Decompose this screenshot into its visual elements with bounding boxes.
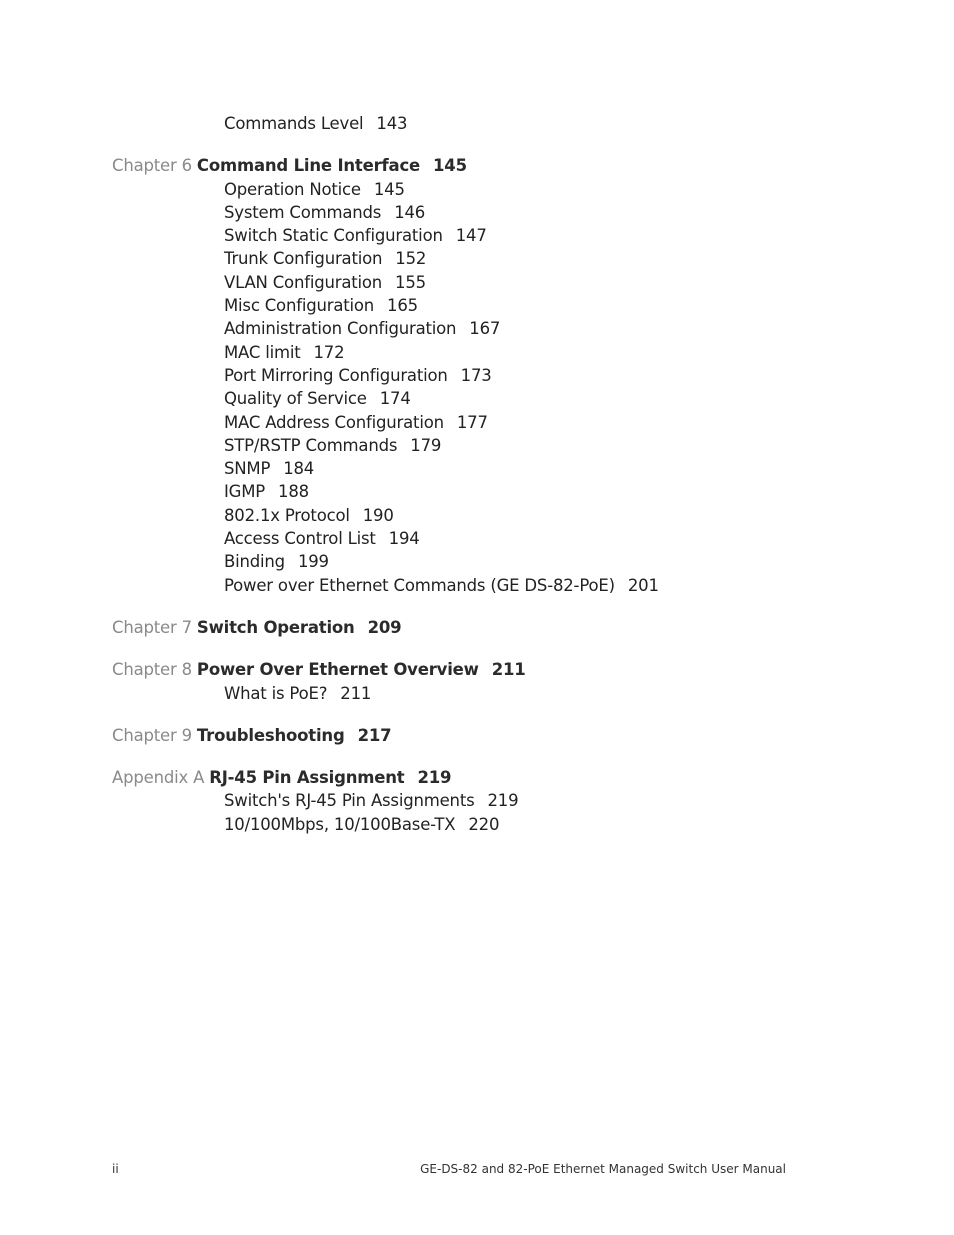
toc-section-entry[interactable] — [112, 341, 892, 364]
toc-entry-title: MAC Address Configuration — [224, 412, 444, 432]
toc-chapter-label: Chapter 8 — [112, 660, 192, 680]
toc-entry-title: Power Over Ethernet Overview — [196, 660, 479, 680]
toc-entry-page-number: 172 — [313, 342, 345, 362]
toc-section-entry[interactable] — [112, 480, 892, 503]
toc-entry-page-number: 147 — [455, 226, 487, 246]
toc-entry-page-number: 188 — [278, 482, 309, 502]
toc-entry-title: IGMP — [224, 482, 266, 502]
toc-section-entry[interactable] — [112, 224, 892, 247]
toc-entry-page-number: 209 — [367, 617, 402, 637]
toc-section-entry[interactable] — [112, 317, 892, 340]
toc-entry-title: Troubleshooting — [196, 725, 345, 745]
toc-entry-page-number: 174 — [379, 389, 411, 409]
toc-entry-title: Misc Configuration — [224, 296, 375, 316]
footer-page-number: ii — [112, 1162, 119, 1176]
toc-section-entry[interactable] — [112, 682, 892, 705]
toc-entry-title: Power over Ethernet Commands (GE DS-82-PoE) — [224, 575, 615, 595]
toc-entry-page-number: 194 — [388, 529, 420, 549]
toc-entry-page-number: 201 — [627, 575, 659, 595]
toc-entry-page-number: 199 — [297, 552, 329, 572]
toc-entry-page-number: 220 — [468, 814, 500, 834]
toc-entry-title: Command Line Interface — [196, 156, 421, 176]
toc-entry-title: MAC limit — [224, 342, 301, 362]
toc-section-entry[interactable] — [112, 247, 892, 270]
toc-section-entry[interactable] — [112, 364, 892, 387]
toc-entry-title: Switch Static Configuration — [224, 226, 443, 246]
toc-entry-title: VLAN Configuration — [224, 272, 383, 292]
toc-entry-page-number: 211 — [340, 683, 372, 703]
table-of-contents — [112, 112, 892, 836]
toc-entry-page-number: 217 — [357, 725, 392, 745]
toc-entry-page-number: 145 — [433, 156, 467, 176]
toc-section-entry[interactable] — [112, 294, 892, 317]
toc-chapter-label: Chapter 9 — [112, 725, 192, 745]
toc-chapter-label: Chapter 7 — [112, 617, 192, 637]
toc-entry-title: Operation Notice — [224, 179, 361, 199]
toc-chapter-entry[interactable] — [112, 658, 892, 681]
toc-entry-page-number: 152 — [395, 249, 427, 269]
toc-entry-page-number: 190 — [362, 505, 394, 525]
toc-entry-title: What is PoE? — [224, 683, 328, 703]
page-footer — [112, 1162, 786, 1176]
toc-entry-title: STP/RSTP Commands — [224, 435, 398, 455]
toc-section-entry[interactable] — [112, 112, 892, 135]
toc-section-entry[interactable] — [112, 387, 892, 410]
toc-chapter-entry[interactable] — [112, 154, 892, 177]
toc-entry-title: RJ-45 Pin Assignment — [209, 768, 405, 788]
toc-entry-title: 802.1x Protocol — [224, 505, 350, 525]
toc-entry-page-number: 219 — [487, 791, 519, 811]
toc-section-entry[interactable] — [112, 527, 892, 550]
toc-section-entry[interactable] — [112, 813, 892, 836]
toc-chapter-entry[interactable] — [112, 766, 892, 789]
toc-entry-title: Port Mirroring Configuration — [224, 365, 448, 385]
toc-entry-page-number: 184 — [283, 459, 315, 479]
toc-entry-title: 10/100Mbps, 10/100Base-TX — [224, 814, 456, 834]
toc-chapter-entry[interactable] — [112, 616, 892, 639]
toc-entry-title: Access Control List — [224, 529, 376, 549]
toc-section-entry[interactable] — [112, 434, 892, 457]
toc-entry-title: Administration Configuration — [224, 319, 457, 339]
toc-entry-title: SNMP — [224, 459, 271, 479]
toc-chapter-label: Chapter 6 — [112, 156, 192, 176]
toc-entry-title: Switch's RJ-45 Pin Assignments — [224, 791, 475, 811]
toc-entry-page-number: 211 — [491, 660, 526, 680]
toc-entry-page-number: 143 — [376, 114, 408, 133]
toc-chapter-entry[interactable] — [112, 724, 892, 747]
toc-entry-page-number: 219 — [417, 768, 452, 788]
toc-entry-title: Trunk Configuration — [224, 249, 383, 269]
toc-entry-page-number: 165 — [387, 296, 418, 316]
toc-section-entry[interactable] — [112, 574, 892, 597]
toc-entry-title: Binding — [224, 552, 285, 572]
toc-entry-title: Switch Operation — [196, 617, 355, 637]
toc-entry-page-number: 146 — [394, 202, 426, 222]
footer-manual-title: GE-DS-82 and 82-PoE Ethernet Managed Switch User Manual — [420, 1162, 786, 1176]
toc-section-entry[interactable] — [112, 789, 892, 812]
toc-section-entry[interactable] — [112, 504, 892, 527]
toc-entry-page-number: 145 — [373, 179, 405, 199]
toc-section-entry[interactable] — [112, 178, 892, 201]
toc-entry-page-number: 173 — [460, 365, 492, 385]
toc-entry-title: System Commands — [224, 202, 382, 222]
toc-section-entry[interactable] — [112, 411, 892, 434]
toc-entry-page-number: 167 — [469, 319, 501, 339]
toc-entry-page-number: 177 — [456, 412, 488, 432]
toc-section-entry[interactable] — [112, 550, 892, 573]
toc-entry-page-number: 155 — [395, 272, 426, 292]
toc-section-entry[interactable] — [112, 457, 892, 480]
toc-entry-title: Commands Level — [224, 114, 364, 133]
toc-entry-title: Quality of Service — [224, 389, 367, 409]
toc-section-entry[interactable] — [112, 271, 892, 294]
toc-chapter-label: Appendix A — [112, 768, 205, 788]
toc-entry-page-number: 179 — [410, 435, 442, 455]
toc-section-entry[interactable] — [112, 201, 892, 224]
